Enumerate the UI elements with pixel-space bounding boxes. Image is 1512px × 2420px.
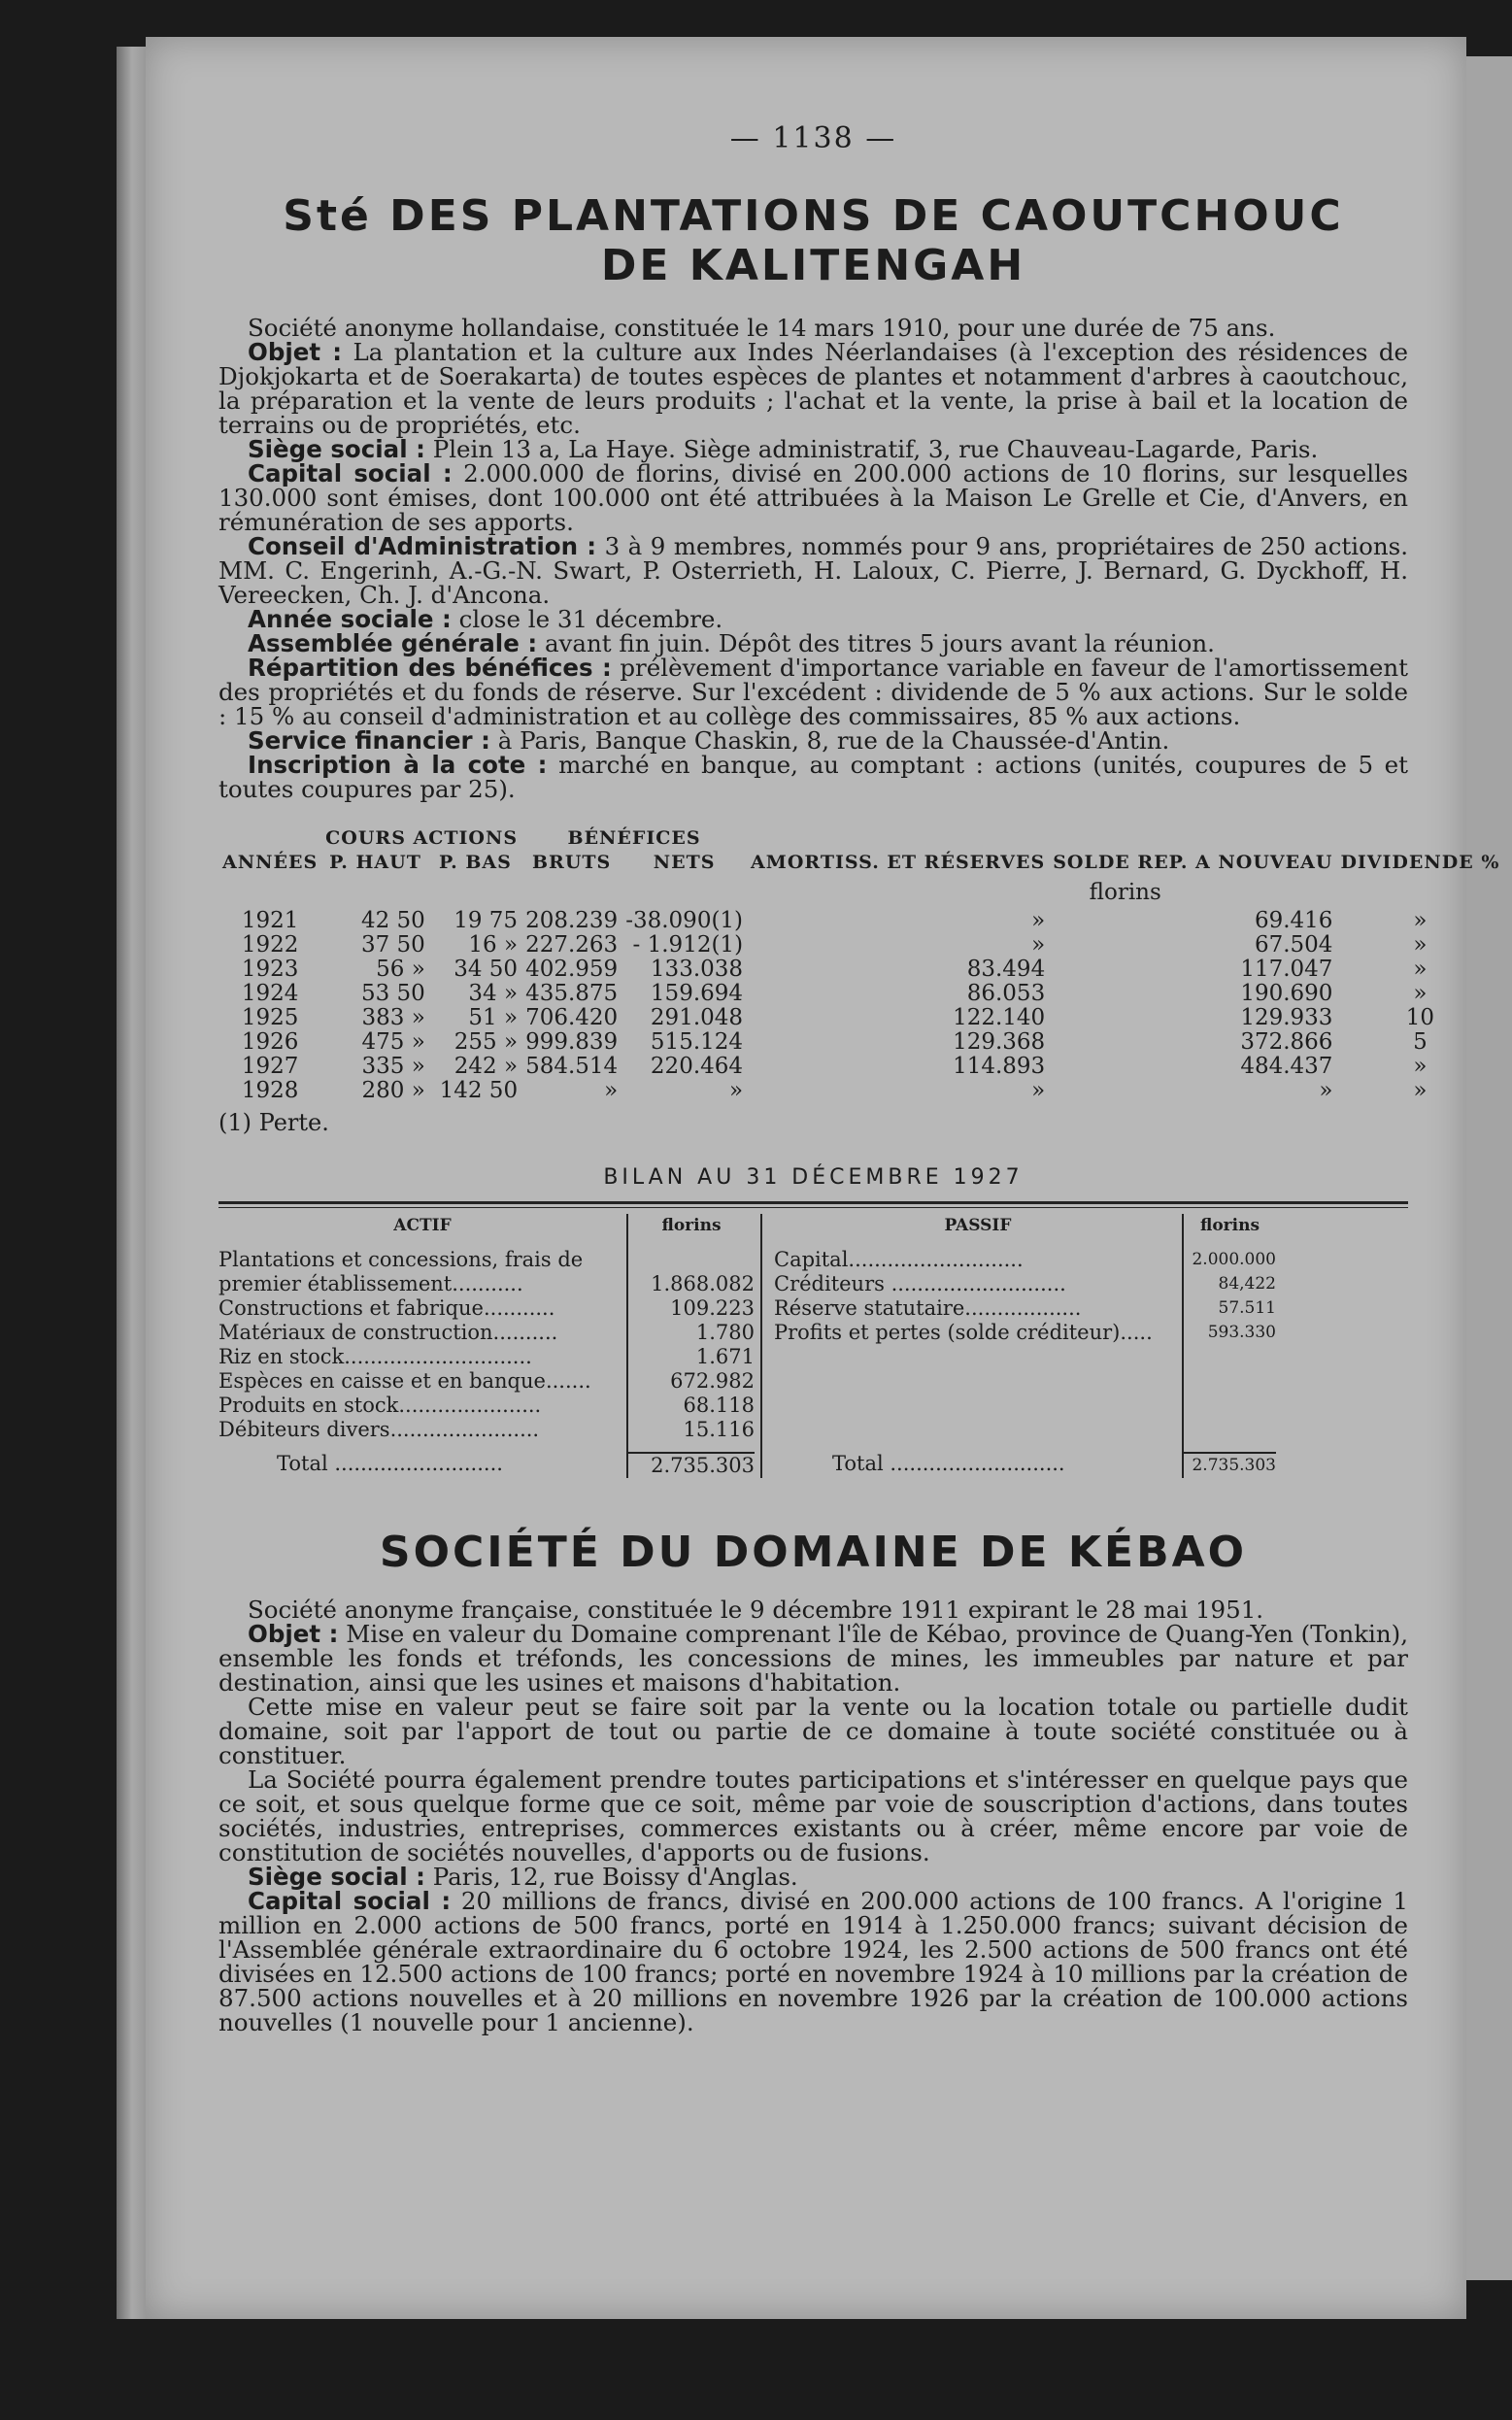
table-cell: 83.494: [966, 957, 1046, 983]
bilan-value: 2.000.000: [1192, 1250, 1276, 1270]
table-cell: -38.090(1): [625, 908, 744, 934]
annee-text: close le 31 décembre.: [458, 605, 723, 634]
objet-label: Objet :: [248, 338, 343, 367]
inscription-label: Inscription à la cote :: [248, 751, 548, 780]
col-header: ANNÉES: [222, 852, 319, 874]
page-number: — 1138 —: [729, 121, 897, 155]
conseil-label: Conseil d'Administration :: [248, 532, 597, 561]
table-cell: 484.437: [1240, 1054, 1333, 1080]
unit-label: florins: [1089, 880, 1161, 906]
siege-label: Siège social :: [248, 435, 425, 464]
bilan-label: Capital...........................: [774, 1248, 1024, 1272]
article2-siege-text: Paris, 12, rue Boissy d'Anglas.: [432, 1862, 798, 1891]
passif-labels: [762, 1214, 1182, 1478]
table-cell: 1922: [241, 932, 299, 958]
table-row: [218, 1079, 1503, 1103]
article2-intro: Société anonyme française, constituée le 9 décembre 1911 expirant le 28 mai 1951.: [248, 1595, 1264, 1624]
history-header-row: [218, 851, 1503, 875]
capital-label: Capital social :: [248, 459, 453, 488]
table-cell: 1921: [241, 908, 299, 934]
passif-value-list: [1184, 1248, 1276, 1345]
actif-labels: [218, 1214, 626, 1478]
table-cell: 42 50: [360, 908, 425, 934]
article2-objet-text: Mise en valeur du Domaine comprenant l'île de Kébao, province de Quang-Yen (Tonkin), ensemble les fonds et tréfonds, les concessions de mines, les immeubles par nature et par destination, ainsi que les usines et maisons d'habitation.: [218, 1619, 1408, 1697]
table-cell: 402.959: [525, 957, 619, 983]
annee-paragraph: [218, 605, 1408, 634]
passif-head: PASSIF: [944, 1216, 1012, 1236]
bilan-title: BILAN AU 31 DÉCEMBRE 1927: [603, 1165, 1024, 1191]
bilan-label: Riz en stock.............................: [218, 1345, 532, 1369]
col-header: BRUTS: [532, 852, 612, 874]
article2-siege: [218, 1862, 1408, 1891]
table-cell: 86.053: [966, 981, 1046, 1007]
table-cell: 435.875: [525, 981, 619, 1007]
bilan-label: Débiteurs divers.......................: [218, 1418, 540, 1442]
bilan-value: 1.780: [695, 1321, 755, 1345]
table-cell: 53 50: [360, 981, 425, 1007]
col-header: SOLDE REP. A NOUVEAU: [1053, 852, 1333, 874]
table-cell: »: [1413, 981, 1428, 1007]
table-cell: 242 »: [454, 1054, 519, 1080]
capital-text: 2.000.000 de florins, divisé en 200.000 actions de 10 florins, sur lesquelles 130.000 sont émises, dont 100.000 ont été attribuées à la Maison Le Grelle et Cie, d'Anvers, en rémunération de ses apports.: [218, 459, 1408, 537]
capital-paragraph: [218, 459, 1408, 537]
conseil-paragraph: [218, 532, 1408, 610]
table-cell: »: [1413, 1078, 1428, 1104]
repartition-label: Répartition des bénéfices :: [248, 654, 612, 683]
actif-values: [626, 1214, 762, 1478]
assemblee-label: Assemblée générale :: [248, 629, 538, 658]
objet-paragraph: [218, 338, 1409, 440]
history-group-header: [218, 826, 1503, 851]
annee-label: Année sociale :: [248, 605, 452, 634]
table-cell: 291.048: [650, 1005, 744, 1031]
service-paragraph: [218, 726, 1408, 756]
passif-label-list: [774, 1248, 1182, 1345]
bilan-value: 57.511: [1218, 1298, 1276, 1319]
table-cell: 280 »: [361, 1078, 425, 1104]
article2-para3: La Société pourra également prendre toutes participations et s'intéresser en quelque pays que ce soit, et sous quelque forme que ce soit, même par voie de souscription d'actions, dans toutes sociétés, industries, entreprises, commerces existants ou à créer, même encore par voie de constitution de sociétés nouvelles, d'apports ou de fusions.: [218, 1765, 1408, 1866]
table-cell: - 1.912(1): [632, 932, 744, 958]
table-row: [218, 1055, 1503, 1079]
bilan-label: Produits en stock......................: [218, 1394, 542, 1418]
article2-objet: [218, 1619, 1408, 1697]
bilan-label: Profits et pertes (solde créditeur).....: [774, 1321, 1153, 1345]
table-cell: 129.933: [1240, 1005, 1333, 1031]
history-table: [218, 826, 1503, 1103]
inscription-text: marché en banque, au comptant : actions (unités, coupures de 5 et toutes coupures par 25).: [218, 751, 1408, 804]
table-cell: 56 »: [376, 957, 425, 983]
actif-label-list: [218, 1248, 626, 1442]
siege-paragraph: [218, 435, 1408, 464]
table-cell: »: [1031, 932, 1046, 958]
table-cell: 122.140: [953, 1005, 1046, 1031]
table-cell: »: [728, 1078, 744, 1104]
table-cell: 159.694: [650, 981, 744, 1007]
bilan-label: premier établissement...........: [218, 1272, 523, 1296]
bilan-label: Créditeurs ...........................: [774, 1272, 1066, 1296]
article2-siege-label: Siège social :: [248, 1862, 425, 1891]
table-cell: 1925: [241, 1005, 299, 1031]
passif-total-label: Total ...........................: [832, 1452, 1065, 1476]
bilan-label: Constructions et fabrique...........: [218, 1296, 555, 1321]
assemblee-text: avant fin juin. Dépôt des titres 5 jours avant la réunion.: [544, 629, 1215, 658]
unit-row: [218, 875, 1503, 909]
service-text: à Paris, Banque Chaskin, 8, rue de la Chaussée-d'Antin.: [497, 726, 1170, 756]
article2-title: SOCIÉTÉ DU DOMAINE DE KÉBAO: [379, 1528, 1248, 1578]
page-content: [218, 121, 1500, 2036]
table-cell: 1927: [241, 1054, 299, 1080]
table-cell: 67.504: [1254, 932, 1333, 958]
table-cell: 706.420: [525, 1005, 619, 1031]
table-cell: »: [604, 1078, 619, 1104]
table-cell: 227.263: [525, 932, 619, 958]
repartition-text: prélèvement d'importance variable en faveur de l'amortissement des propriétés et du fonds de réserve. Sur l'excédent : dividende de 5 % aux actions. Sur le solde : 15 % au conseil d'administration et au collège des commissaires, 85 % aux actions.: [218, 654, 1408, 731]
table-row: [218, 933, 1503, 958]
bilan-value: 15.116: [683, 1418, 755, 1442]
table-cell: »: [1413, 1054, 1428, 1080]
table-cell: »: [1413, 957, 1428, 983]
article-intro: Société anonyme hollandaise, constituée le 14 mars 1910, pour une durée de 75 ans.: [248, 314, 1276, 343]
table-cell: 34 50: [454, 957, 519, 983]
table-cell: 372.866: [1240, 1029, 1333, 1056]
bilan-label: Espèces en caisse et en banque.......: [218, 1369, 591, 1394]
col-header: P. HAUT: [329, 852, 421, 874]
actif-head: ACTIF: [393, 1216, 452, 1236]
col-header: DIVIDENDE %: [1340, 852, 1500, 874]
group-benefices: BÉNÉFICES: [567, 827, 701, 850]
group-cours: COURS ACTIONS: [325, 827, 519, 850]
table-cell: 335 »: [361, 1054, 425, 1080]
table-cell: 129.368: [953, 1029, 1046, 1056]
article-title-line2: DE KALITENGAH: [600, 240, 1026, 290]
table-cell: 584.514: [525, 1054, 619, 1080]
article2-capital-label: Capital social :: [248, 1886, 452, 1915]
table-cell: 208.239: [525, 908, 619, 934]
table-cell: 999.839: [525, 1029, 619, 1056]
article2-objet-label: Objet :: [248, 1619, 339, 1648]
bilan-value: 672.982: [670, 1369, 755, 1394]
bilan-value: 109.223: [670, 1296, 755, 1321]
table-cell: 133.038: [650, 957, 744, 983]
repartition-paragraph: [218, 654, 1408, 731]
table-cell: »: [1413, 908, 1428, 934]
table-row: [218, 1030, 1503, 1055]
passif-unit: florins: [1199, 1216, 1260, 1236]
table-cell: 142 50: [439, 1078, 519, 1104]
table-row: [218, 1006, 1503, 1030]
table-cell: 1923: [241, 957, 299, 983]
bilan-value: 68.118: [683, 1394, 755, 1418]
bilan-value: [628, 1248, 755, 1272]
double-rule: [218, 1201, 1408, 1208]
table-cell: 51 »: [468, 1005, 519, 1031]
table-row: [218, 958, 1503, 982]
col-header: NETS: [653, 852, 716, 874]
objet-text: La plantation et la culture aux Indes Néerlandaises (à l'exception des résidences de Djokjokarta et de Soerakarta) de toutes espèces de plantes et notamment d'arbres à caoutchouc, la préparation et la vente de leurs produits ; l'achat et la vente, la prise à bail et la location de terrains ou de propriétés, etc.: [218, 338, 1409, 440]
bilan-value: 1.671: [695, 1345, 755, 1369]
bilan-value: 593.330: [1207, 1323, 1276, 1343]
table-cell: 19 75: [454, 908, 519, 934]
table-cell: 190.690: [1240, 981, 1333, 1007]
passif-values: [1182, 1214, 1276, 1478]
table-cell: 255 »: [454, 1029, 519, 1056]
bilan-label: Réserve statutaire..................: [774, 1296, 1082, 1321]
article2-para2: Cette mise en valeur peut se faire soit par la vente ou la location totale ou partielle dudit domaine, soit par l'apport de tout ou partie de ce domaine à toute société constituée ou à constituer.: [218, 1692, 1408, 1769]
table-cell: 117.047: [1240, 957, 1333, 983]
article2-capital: [218, 1886, 1408, 2036]
table-cell: »: [1031, 1078, 1046, 1104]
table-cell: 37 50: [360, 932, 425, 958]
table-cell: 1928: [241, 1078, 299, 1104]
table-cell: 383 »: [361, 1005, 425, 1031]
table-cell: »: [1319, 1078, 1333, 1104]
bilan-value: 1.868.082: [651, 1272, 755, 1296]
assemblee-paragraph: [218, 629, 1408, 658]
article2-capital-text: 20 millions de francs, divisé en 200.000 actions de 100 francs. A l'origine 1 million en 2.000 actions de 500 francs, porté en 1914 à 1.250.000 francs; suivant décision de l'Assemblée générale extraordinaire du 6 octobre 1924, les 2.500 actions de 500 francs ont été divisées en 12.500 actions de 100 francs; porté en novembre 1924 à 10 millions par la création de 87.500 actions nouvelles et à 20 millions en novembre 1926 par la création de 100.000 actions nouvelles (1 nouvelle pour 1 ancienne).: [218, 1886, 1408, 2036]
table-cell: 475 »: [361, 1029, 425, 1056]
history-table-wrap: [218, 826, 1500, 1142]
inscription-paragraph: [218, 751, 1408, 804]
table-cell: »: [1413, 932, 1428, 958]
table-cell: »: [1031, 908, 1046, 934]
siege-text: Plein 13 a, La Haye. Siège administratif, 3, rue Chauveau-Lagarde, Paris.: [432, 435, 1319, 464]
table-cell: 114.893: [953, 1054, 1046, 1080]
actif-unit: florins: [661, 1216, 722, 1236]
table-row: [218, 909, 1503, 933]
passif-total: 2.735.303: [1184, 1452, 1276, 1478]
actif-total: 2.735.303: [628, 1452, 755, 1478]
actif-value-list: [628, 1248, 755, 1442]
table-row: [218, 982, 1503, 1006]
footnote: (1) Perte.: [218, 1109, 329, 1137]
table-cell: 5: [1413, 1029, 1428, 1056]
bilan-value: 84,422: [1218, 1274, 1276, 1294]
service-label: Service financier :: [248, 726, 490, 756]
table-cell: 16 »: [468, 932, 519, 958]
table-cell: 10: [1405, 1005, 1435, 1031]
col-header: P. BAS: [438, 852, 512, 874]
col-header: AMORTISS. ET RÉSERVES: [751, 852, 1046, 874]
bilan-label: Matériaux de construction..........: [218, 1321, 558, 1345]
bilan-table: [218, 1214, 1408, 1478]
table-cell: 34 »: [468, 981, 519, 1007]
facing-page-edge: [1466, 56, 1512, 2280]
table-cell: 1926: [241, 1029, 299, 1056]
table-cell: 69.416: [1254, 908, 1333, 934]
actif-total-label: Total ..........................: [277, 1452, 503, 1476]
conseil-text: 3 à 9 membres, nommés pour 9 ans, propriétaires de 250 actions. MM. C. Engerinh, A.-G.-N. Swart, P. Osterrieth, H. Laloux, C. Pierre, J. Bernard, G. Dyckhoff, H. Vereecken, Ch. J. d'Ancona.: [218, 532, 1408, 610]
article-title-line1: Sté DES PLANTATIONS DE CAOUTCHOUC: [283, 191, 1344, 241]
table-cell: 1924: [241, 981, 299, 1007]
table-cell: 515.124: [650, 1029, 744, 1056]
bilan-label: Plantations et concessions, frais de: [218, 1248, 584, 1272]
table-cell: 220.464: [650, 1054, 744, 1080]
